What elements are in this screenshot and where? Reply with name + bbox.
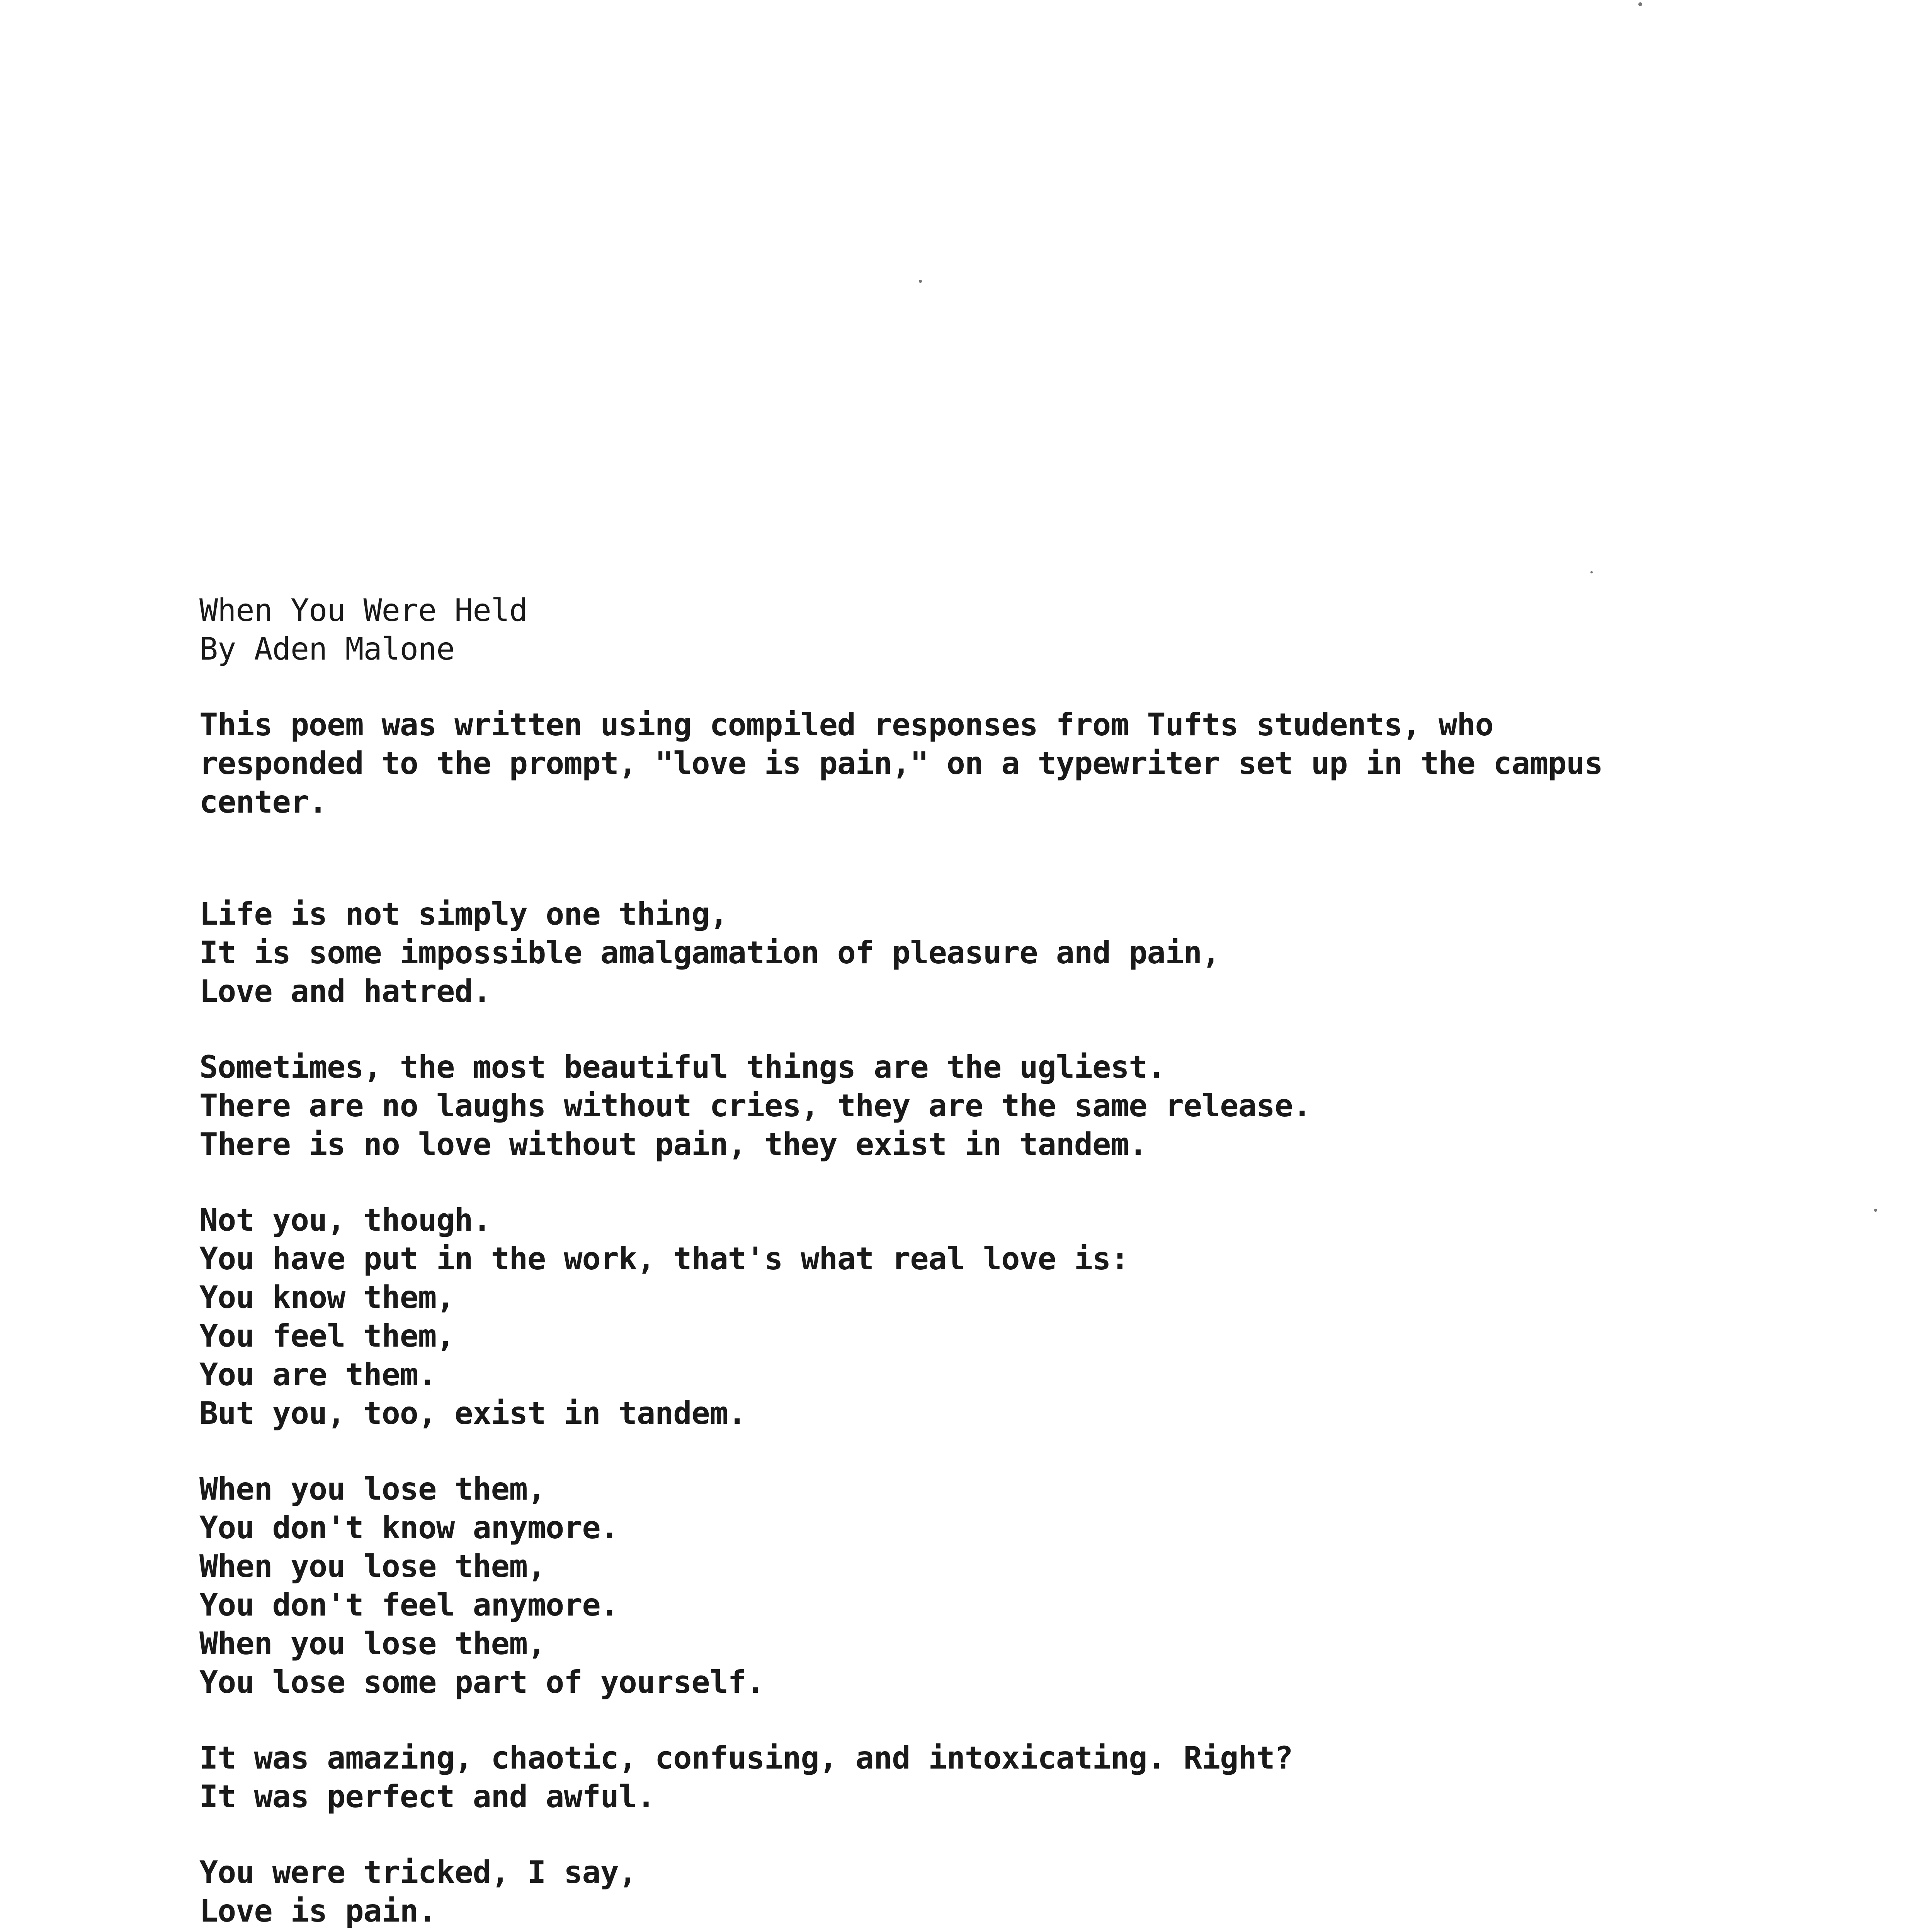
document-body (199, 591, 1900, 1932)
poem-line: It was perfect and awful. (199, 1779, 655, 1815)
poem-line: When you lose them, (199, 1626, 546, 1662)
stanza-1 (199, 895, 1900, 1011)
spacer (199, 1433, 1900, 1470)
poem-line: You have put in the work, that's what real love is: (199, 1241, 1129, 1277)
poem-line: You don't feel anymore. (199, 1587, 619, 1623)
poem-line: Love is pain. (199, 1893, 437, 1929)
poem-line: Love and hatred. (199, 973, 491, 1009)
spacer (199, 1011, 1900, 1048)
poem-byline: By Aden Malone (199, 631, 455, 667)
spacer (199, 1702, 1900, 1739)
intro-line: responded to the prompt, "love is pain," on a typewriter set up in the campus (199, 745, 1603, 781)
poem-line: There is no love without pain, they exist in tandem. (199, 1126, 1147, 1162)
poem-line (199, 1930, 1900, 1932)
poem-line: Sometimes, the most beautiful things are the ugliest. (199, 1049, 1165, 1085)
poem-line: You were tricked, I say, (199, 1854, 637, 1890)
stanza-2 (199, 1048, 1900, 1164)
poem-line: Life is not simply one thing, (199, 896, 728, 932)
poem-line: It was amazing, chaotic, confusing, and intoxicating. Right? (199, 1740, 1293, 1776)
stanza-5 (199, 1739, 1900, 1816)
poem-line: It is some impossible amalgamation of pleasure and pain, (199, 935, 1220, 971)
poem-line: Not you, though. (199, 1202, 491, 1238)
spacer (199, 1164, 1900, 1201)
intro-line: This poem was written using compiled responses from Tufts students, who (199, 707, 1493, 743)
poem-line: There are no laughs without cries, they are the same release. (199, 1088, 1311, 1124)
paper-speck (919, 280, 922, 283)
stanza-3 (199, 1201, 1900, 1433)
paper-speck (1590, 571, 1593, 573)
poem-line: You are them. (199, 1357, 437, 1393)
spacer (199, 1816, 1900, 1853)
poem-title: When You Were Held (199, 592, 527, 628)
stanza-6 (199, 1853, 1900, 1932)
paper-speck (1638, 2, 1642, 6)
stanza-4 (199, 1470, 1900, 1702)
document-header (199, 591, 1900, 668)
poem-line: When you lose them, (199, 1471, 546, 1507)
poem-line: You lose some part of yourself. (199, 1664, 765, 1700)
spacer (199, 821, 1900, 895)
poem-line: When you lose them, (199, 1548, 546, 1584)
poem-line: You don't know anymore. (199, 1510, 619, 1546)
poem-line: You feel them, (199, 1318, 455, 1354)
spacer (199, 668, 1900, 706)
poem-line: But you, too, exist in tandem. (199, 1395, 746, 1431)
poem-line: You know them, (199, 1279, 455, 1315)
intro-line: center. (199, 784, 327, 820)
intro-paragraph (199, 706, 1900, 821)
